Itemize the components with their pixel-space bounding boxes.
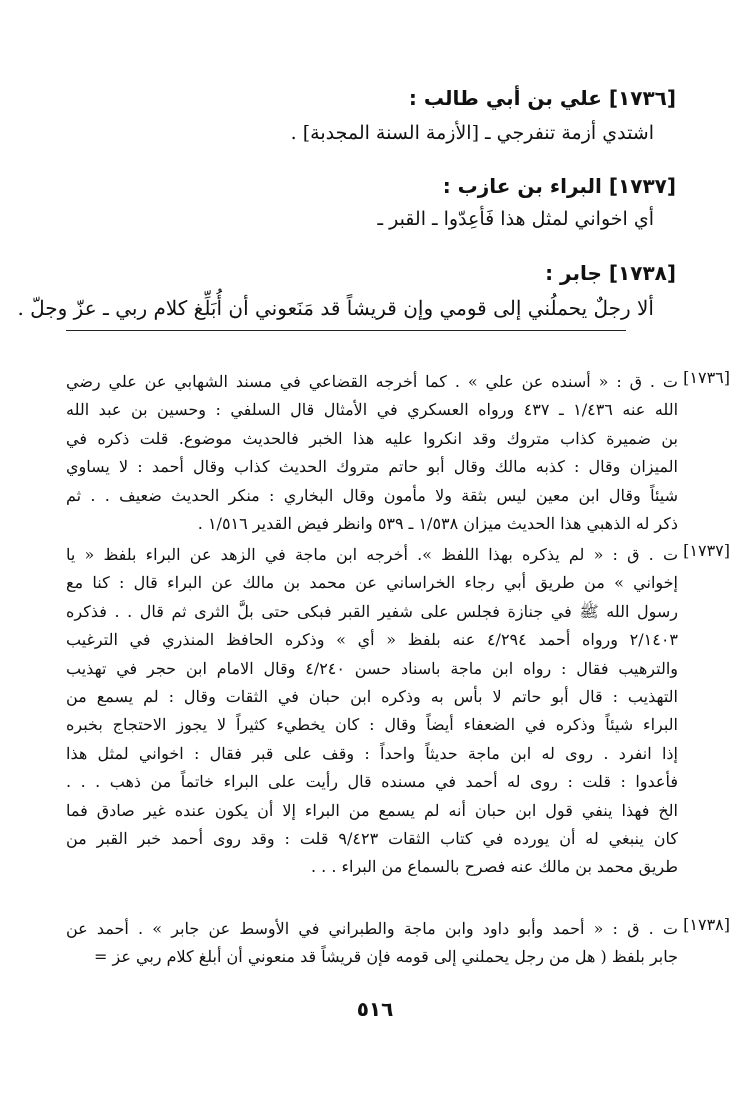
footnote-line: طريق محمد بن مالك عنه فصرح بالسماع من البراء . . . (310, 857, 678, 877)
entry-text: اشتدي أزمة تنفرجي ـ [الأزمة السنة المجدبة] . (290, 122, 654, 144)
footnote-line: شيئاً وقال ابن معين ليس بثقة ولا مأمون وقال البخاري : منكر الحديث ضعيف . . ثم (66, 485, 678, 505)
footnote (66, 541, 730, 882)
footnote-number: [١٧٣٦] (683, 368, 730, 387)
footnote-line: الخ فهذا ينفي قول ابن حبان أنه لم يسمع من البراء إلا أن يكون عنده غير صادق فما (66, 800, 678, 820)
footnote-line: والترهيب فقال : رواه ابن ماجة باسناد حسن ٤/٢٤٠ وقال الامام ابن حجر في تهذيب (66, 658, 678, 678)
page-number: ٥١٦ (356, 997, 394, 1021)
entry-heading: [١٧٣٨] جابر : (545, 261, 676, 285)
footnote-line: ٢/١٤٠٣ ورواه أحمد ٤/٢٩٤ عنه بلفظ « أي » وذكره الحافظ المنذري في الترغيب (66, 630, 678, 650)
footnote-line: ذكر له الذهبي هذا الحديث ميزان ١/٥٣٨ ـ ٥٣٩ وانظر فيض القدير ١/٥١٦ . (197, 513, 678, 533)
footnote-divider (66, 330, 626, 331)
footnote-line: كان ينبغي له أن يورده في كتاب الثقات ٩/٤٢٣ قلت : وقد روى أحمد خبر القبر من (66, 828, 678, 848)
footnote-line: التهذيب : قال أبو حاتم لا بأس به وذكره ابن حبان في الثقات وقال : لم يسمع من (66, 686, 678, 706)
footnote-line: ت . ق : « لم يذكره بهذا اللفظ ». أخرجه ابن ماجة في الزهد عن البراء بلفظ « يا (66, 545, 678, 564)
entry-heading: [١٧٣٦] علي بن أبي طالب : (408, 86, 676, 110)
footnote-line: الميزان وقال : كذبه مالك وقال أبو حاتم متروك الحديث كذاب وقال أحمد : لا يساوي (66, 457, 678, 477)
footnote-line: ت . ق : « أحمد وأبو داود وابن ماجة والطبراني في الأوسط عن جابر » . أحمد عن (66, 919, 678, 938)
footnote-number: [١٧٣٧] (683, 541, 730, 560)
footnote-number: [١٧٣٨] (683, 915, 730, 934)
entry-text: ألا رجلٌ يحملُني إلى قومي وإن قريشاً قد مَنَعوني أن أُبَلِّغ كلام ربي ـ عزّ وجلّ . (17, 296, 654, 320)
footnote-line: رسول الله ﷺ في جنازة فجلس على شفير القبر فبكى حتى بلَّ الثرى ثم قال . . فذكره (66, 601, 678, 621)
footnote (66, 368, 730, 538)
footnote-line: البراء شيئاً وذكره في الضعفاء أيضاً وقال : كان يخطيء كثيراً لا يجوز الاحتجاج بخبره (66, 715, 678, 735)
entry-heading: [١٧٣٧] البراء بن عازب : (442, 174, 676, 198)
footnote-line: ت . ق : « أسنده عن علي » . كما أخرجه القضاعي في مسند الشهابي عن علي رضي (66, 372, 678, 391)
footnote-line: الله عنه ١/٤٣٦ ـ ٤٣٧ ورواه العسكري في الأمثال قال السلفي : وحسين بن عبد الله (66, 400, 678, 420)
footnote-line: إخواني » من طريق أبي رجاء الخراساني عن محمد بن مالك عن البراء قال : كنا مع (66, 573, 678, 593)
footnote-line: بن ضميرة كذاب متروك وقد انكروا عليه هذا الخبر فالحديث موضوع. قلت ذكره في (66, 428, 678, 448)
footnote-line: جابر بلفظ ( هل من رجل يحملني إلى قومه فإن قريشاً قد منعوني أن أبلغ كلام ربي عز = (94, 947, 678, 967)
footnote (66, 915, 730, 972)
footnote-line: فأعدوا : قلت : روى له أحمد في مسنده قال رأيت على البراء خاتماً من ذهب . . . (66, 772, 678, 792)
entry-text: أي اخواني لمثل هذا فَأعِدّوا ـ القبر ـ (377, 208, 654, 230)
footnote-line: إذا انفرد . روى له ابن ماجة حديثاً واحداً : وقف على قبر فقال : اخواني لمثل هذا (66, 743, 678, 763)
